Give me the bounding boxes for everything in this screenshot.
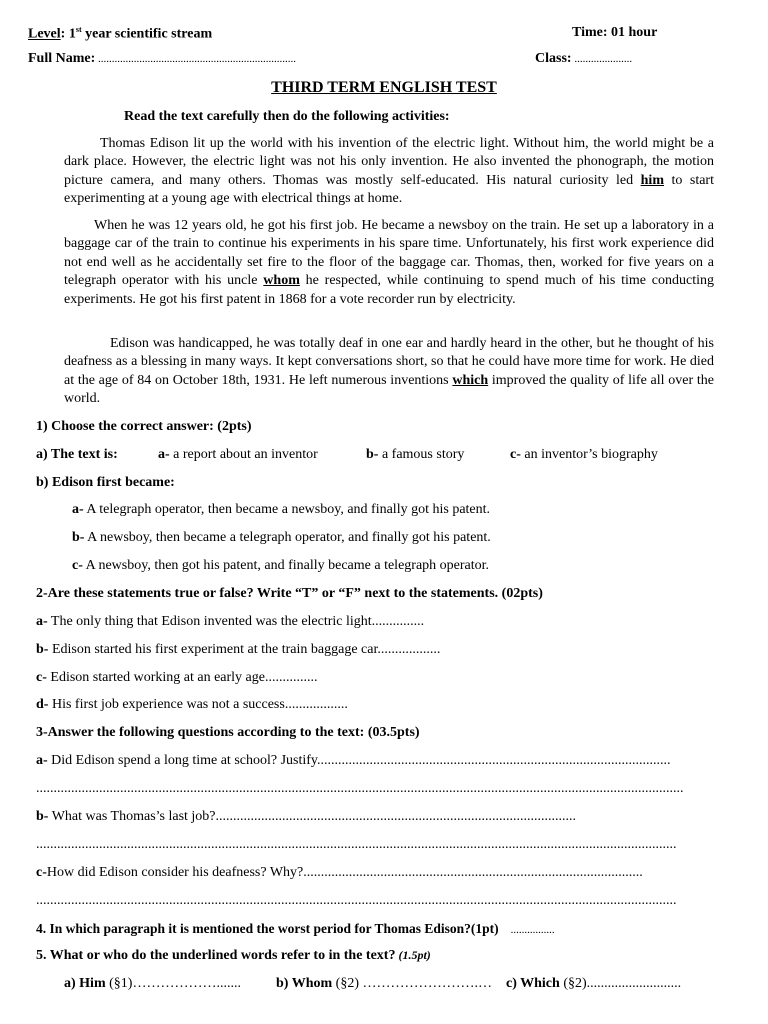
q1b-option-b-text: A newsboy, then became a telegraph operator, and finally got his patent. [84, 530, 491, 545]
q5c-ref: (§2) [559, 976, 587, 991]
q5-line [36, 948, 431, 964]
q5c-label: c) Which [506, 976, 560, 991]
q2d-text: His first job experience was not a success.................. [48, 697, 348, 712]
underlined-whom: whom [263, 273, 300, 289]
q3c-label: c- [36, 865, 47, 880]
q2c-text: Edison started working at an early age............... [46, 670, 318, 685]
underlined-him: him [640, 172, 664, 188]
q5a-ref: (§1) [105, 976, 133, 991]
q1b-option-a-text: A telegraph operator, then became a newsboy, and finally got his patent. [83, 502, 491, 517]
q3-question-b[interactable] [36, 809, 640, 825]
paragraph-3-text-b: improved the quality of life all over the world. [64, 372, 714, 407]
q5b-answer-field[interactable]: …………………….… [358, 976, 492, 991]
q2-statement-c[interactable] [36, 670, 317, 686]
q1a-option-c-text: an inventor’s biography [520, 447, 658, 462]
q3c-text: How did Edison consider his deafness? Why?................................................................................................. [46, 865, 643, 880]
q5a-answer-field[interactable]: ………………....... [132, 976, 241, 991]
q5a-label: a) Him [64, 976, 106, 991]
q2d-label: d- [36, 697, 49, 712]
class-label: Class: [535, 51, 572, 66]
q3a-text: Did Edison spend a long time at school? Justify..................................................................................................... [47, 753, 671, 768]
q2b-text: Edison started his first experiment at the train baggage car.................. [48, 642, 441, 657]
paragraph-2-text-a: When he was 12 years old, he got his first job. He became a newsboy on the train. He set up a laboratory in a baggage car of the train to continue his experiments in his spare time. Unfortunately, his first work experience did not end well as he accidentally set fire to the floor of the baggage car. Thomas, then, worked for five years on a telegraph operator with his uncle [64, 218, 714, 289]
instruction: Read the text carefully then do the following activities: [124, 109, 450, 124]
q5-text: 5. What or who do the underlined words refer to in the text? [36, 948, 396, 963]
paragraph-1 [64, 135, 714, 209]
q2a-label: a- [36, 614, 48, 629]
level-label: Level [28, 26, 61, 42]
q1b-option-b-label: b- [72, 530, 85, 545]
q4-answer-field[interactable]: ................ [510, 924, 555, 936]
q1-title: 1) Choose the correct answer: (2pts) [36, 419, 252, 434]
q1a-label: a) The text is: [36, 447, 118, 462]
class-field[interactable]: ..................... [571, 53, 633, 65]
q3-answer-line-c[interactable]: ....................................................................................................................................................................................... [36, 893, 677, 908]
q5b-label: b) Whom [276, 976, 333, 991]
fullname-field[interactable]: ........................................................................ [95, 53, 297, 65]
q2c-label: c- [36, 670, 47, 685]
q2b-label: b- [36, 642, 49, 657]
page-title: THIRD TERM ENGLISH TEST [271, 79, 497, 96]
q3-title: 3-Answer the following questions according to the text: (03.5pts) [36, 725, 420, 740]
q1b-option-c[interactable] [72, 558, 489, 574]
paragraph-2-text-b: he respected, while continuing to spend much of his time conducting experiments. He got his first patent in 1868 for a vote recorder run by electricity. [64, 273, 714, 307]
fullname-line[interactable] [28, 51, 296, 67]
paragraph-3 [64, 335, 714, 409]
time-label: Time: 01 hour [572, 25, 658, 40]
q5-item-b[interactable] [276, 976, 492, 992]
paragraph-1-text-a: Thomas Edison lit up the world with his invention of the electric light. Without him, the world might be a dark place. However, the electric light was not his only invention. He also invented the phonograph, the motion picture camera, and many others. Thomas was mostly self-educated. His natural curiosity led [64, 136, 714, 188]
paragraph-2 [64, 217, 714, 309]
paragraph-1-text-b: to start experimenting at a young age with electrical things at home. [64, 172, 714, 207]
q1b-label: b) Edison first became: [36, 475, 175, 490]
q5-item-c[interactable] [506, 976, 681, 992]
q1a-option-b[interactable] [366, 447, 464, 463]
q1a-option-b-text: a famous story [378, 447, 465, 462]
q1a-option-c[interactable] [510, 447, 658, 463]
q1b-option-c-label: c- [72, 558, 83, 573]
fullname-label: Full Name: [28, 51, 96, 66]
q3-answer-line-b[interactable]: ....................................................................................................................................................................................... [36, 837, 677, 852]
q1b-option-a[interactable] [72, 502, 490, 518]
q1a-option-b-label: b- [366, 447, 379, 462]
level-suffix: year scientific stream [81, 26, 213, 42]
q4-line[interactable] [36, 921, 555, 938]
q2-statement-a[interactable] [36, 614, 424, 630]
q1a-option-a[interactable] [158, 447, 318, 463]
q5-points: (1.5pt) [395, 948, 431, 962]
q4-text: 4. In which paragraph it is mentioned the worst period for Thomas Edison?(1pt) [36, 921, 499, 936]
q1b-option-b[interactable] [72, 530, 491, 546]
q5-item-a[interactable] [64, 976, 241, 992]
class-line[interactable] [535, 51, 632, 67]
q1b-option-c-text: A newsboy, then got his patent, and finally became a telegraph operator. [82, 558, 490, 573]
underlined-which: which [452, 372, 489, 388]
q1a-option-a-label: a- [158, 447, 170, 462]
q1a-option-c-label: c- [510, 447, 521, 462]
q3b-label: b- [36, 809, 49, 824]
q1b-option-a-label: a- [72, 502, 84, 517]
q2-statement-d[interactable] [36, 697, 348, 713]
q3-question-c[interactable] [36, 865, 768, 881]
q5b-ref: (§2) [332, 976, 359, 991]
level-sup: st [75, 25, 82, 34]
q3b-text: What was Thomas’s last job?....................................................................................................... [48, 809, 577, 824]
q1a-option-a-text: a report about an inventor [169, 447, 318, 462]
paragraph-3-text-a: Edison was handicapped, he was totally deaf in one ear and hardly heard in the other, but he thought of his deafness as a blessing in many ways. It kept conversations short, so that he could have more time for work. He died at the age of 84 on October 18th, 1931. He left numerous inventions [64, 336, 714, 388]
q2-title: 2-Are these statements true or false? Write “T” or “F” next to the statements. (02pts) [36, 586, 543, 601]
level-prefix: : 1 [60, 26, 76, 42]
q5c-answer-field[interactable]: ........................... [586, 976, 682, 991]
q3a-label: a- [36, 753, 48, 768]
q2a-text: The only thing that Edison invented was the electric light............... [47, 614, 425, 629]
q3-answer-line-a[interactable]: ......................................................................................................................................................................................... [36, 781, 684, 796]
q3-question-a[interactable] [36, 753, 742, 769]
q2-statement-b[interactable] [36, 642, 440, 658]
level-line [28, 25, 212, 43]
